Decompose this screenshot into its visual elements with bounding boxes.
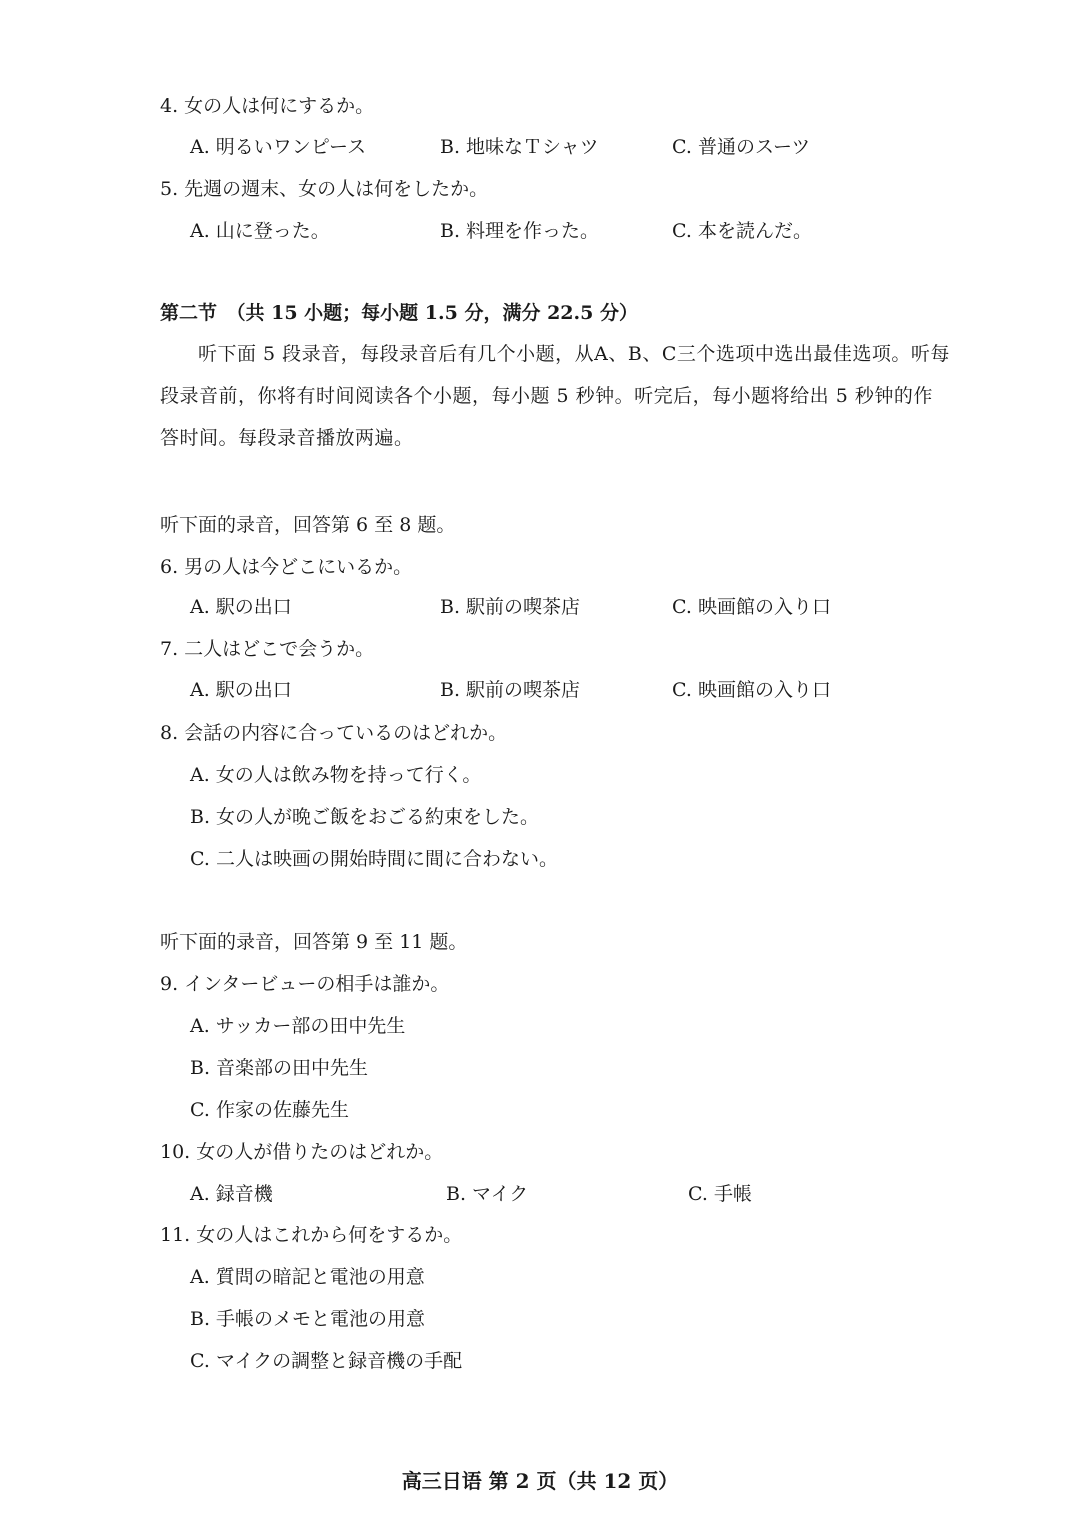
- group-1-intro: 听下面的录音，回答第 6 至 8 题。: [160, 514, 456, 536]
- question-5-option-b: B. 料理を作った。: [440, 220, 600, 242]
- question-4-stem: 4. 女の人は何にするか。: [160, 95, 375, 117]
- question-9-option-b: B. 音楽部の田中先生: [190, 1057, 369, 1079]
- question-7-option-b: B. 駅前の喫茶店: [440, 679, 581, 701]
- page-footer: 高三日语 第 2 页（共 12 页）: [401, 1469, 679, 1493]
- question-11-option-a: A. 質問の暗記と電池の用意: [190, 1266, 425, 1288]
- question-10-option-b: B. マイク: [446, 1183, 529, 1205]
- question-10-stem: 10. 女の人が借りたのはどれか。: [160, 1141, 444, 1163]
- question-4-option-c: C. 普通のスーツ: [672, 136, 811, 158]
- question-6-option-c: C. 映画館の入り口: [672, 596, 831, 618]
- question-8-stem: 8. 会話の内容に合っているのはどれか。: [160, 722, 508, 744]
- question-8-option-b: B. 女の人が晩ご飯をおごる約束をした。: [190, 806, 540, 828]
- question-10-option-a: A. 録音機: [190, 1183, 273, 1205]
- question-8-option-a: A. 女の人は飲み物を持って行く。: [190, 764, 482, 786]
- question-6-option-a: A. 駅の出口: [190, 596, 292, 618]
- question-7-option-a: A. 駅の出口: [190, 679, 292, 701]
- question-4-option-b: B. 地味なＴシャツ: [440, 136, 599, 158]
- question-11-stem: 11. 女の人はこれから何をするか。: [160, 1224, 463, 1246]
- section-2-instructions: 听下面 5 段录音，每段录音后有几个小题，从A、B、C三个选项中选出最佳选项。听每段录音前，你将有时间阅读各个小题，每小题 5 秒钟。听完后，每小题将给出 5 秒钟的作答时间。每段录音播放两遍。: [160, 343, 950, 449]
- question-9-option-c: C. 作家の佐藤先生: [190, 1099, 349, 1121]
- question-6-stem: 6. 男の人は今どこにいるか。: [160, 556, 413, 578]
- question-7-option-c: C. 映画館の入り口: [672, 679, 831, 701]
- group-2-intro: 听下面的录音，回答第 9 至 11 题。: [160, 931, 468, 953]
- question-4-option-a: A. 明るいワンピース: [190, 136, 367, 158]
- question-7-stem: 7. 二人はどこで会うか。: [160, 638, 375, 660]
- question-5-option-a: A. 山に登った。: [190, 220, 330, 242]
- section-2-title: 第二节 （共 15 小题；每小题 1.5 分，满分 22.5 分）: [160, 302, 638, 324]
- question-10-option-c: C. 手帳: [688, 1183, 752, 1205]
- question-11-option-c: C. マイクの調整と録音機の手配: [190, 1350, 463, 1372]
- question-8-option-c: C. 二人は映画の開始時間に間に合わない。: [190, 848, 558, 870]
- question-5-option-c: C. 本を読んだ。: [672, 220, 812, 242]
- question-6-option-b: B. 駅前の喫茶店: [440, 596, 581, 618]
- question-9-option-a: A. サッカー部の田中先生: [190, 1015, 406, 1037]
- question-11-option-b: B. 手帳のメモと電池の用意: [190, 1308, 426, 1330]
- question-5-stem: 5. 先週の週末、女の人は何をしたか。: [160, 178, 489, 200]
- question-9-stem: 9. インタービューの相手は誰か。: [160, 973, 450, 995]
